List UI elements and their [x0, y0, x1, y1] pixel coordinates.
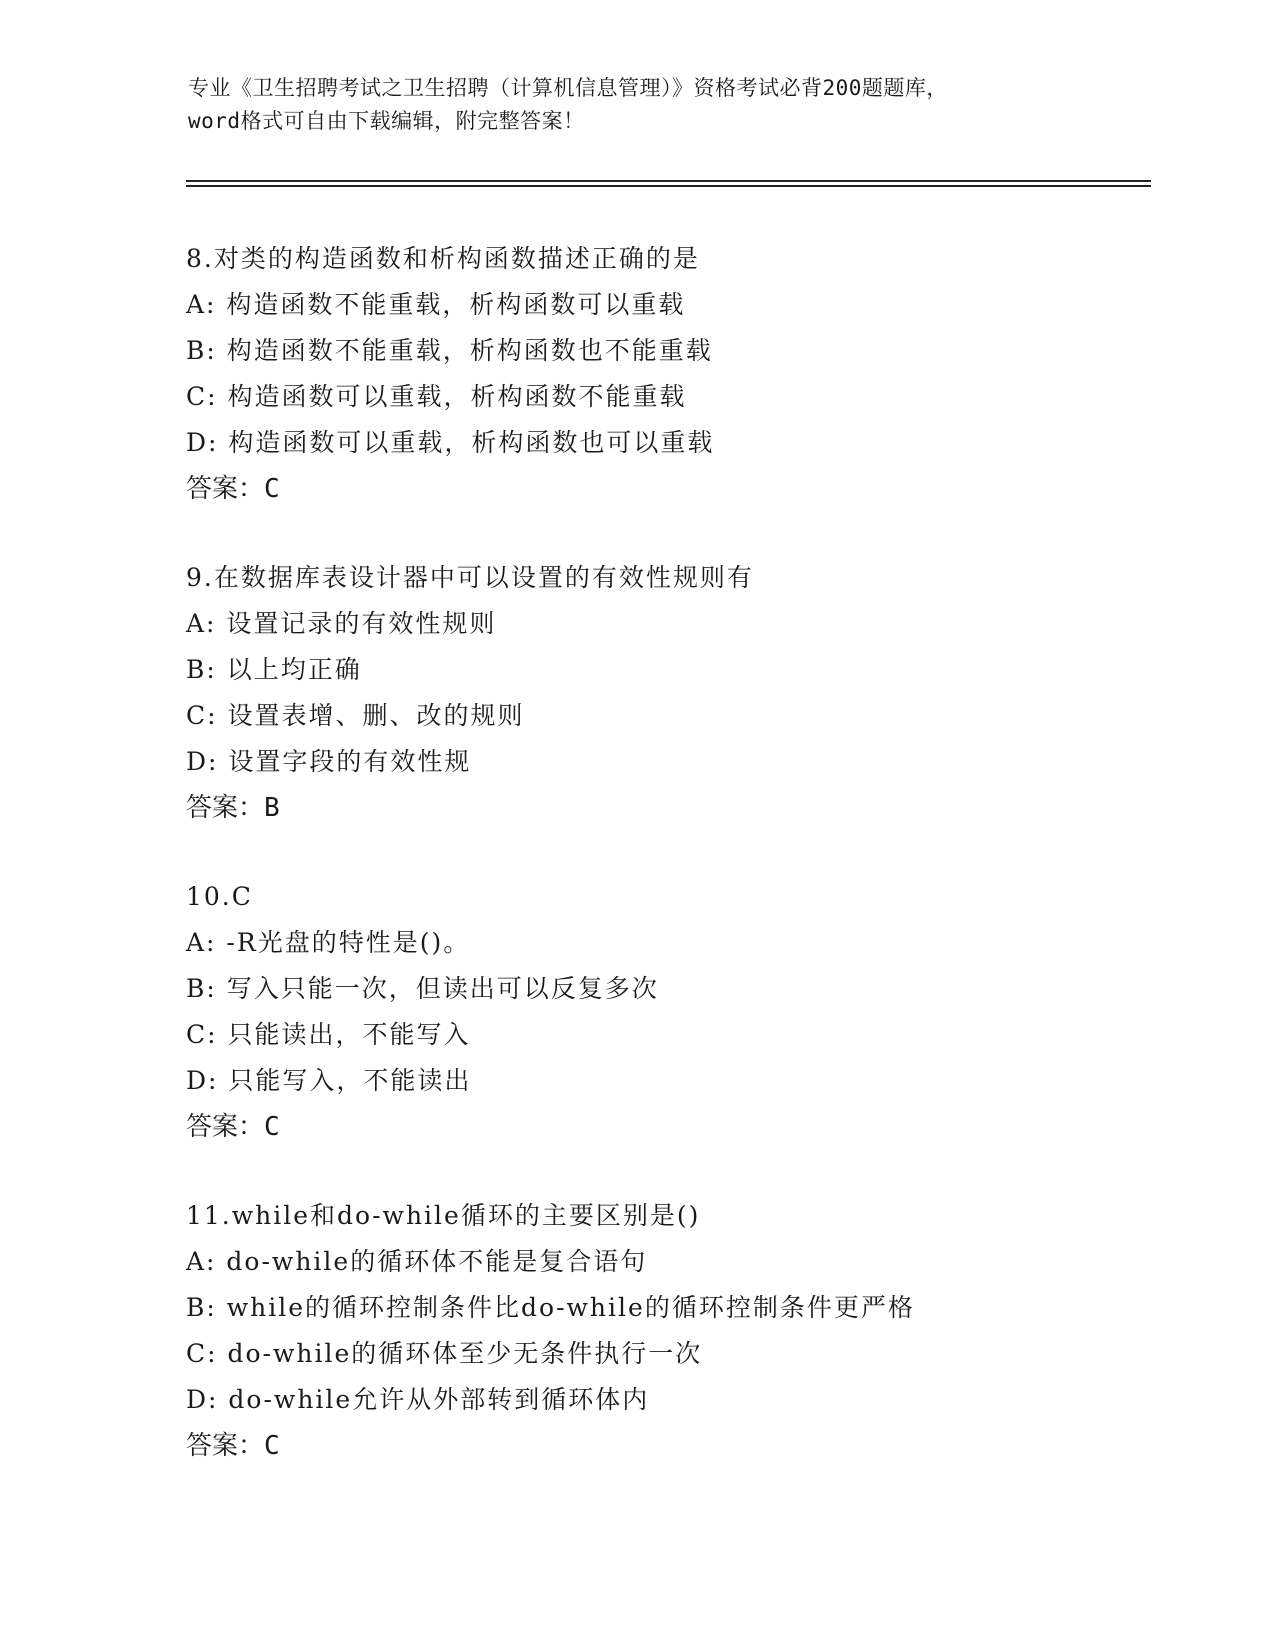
answer-label: 答案：C: [186, 1431, 280, 1461]
header-line-1: 专业《卫生招聘考试之卫生招聘（计算机信息管理）》资格考试必背200题题库，: [188, 76, 948, 100]
question-9: [186, 555, 1186, 831]
document-header: [188, 72, 1088, 138]
header-divider-top: [186, 180, 1151, 182]
question-10: [186, 874, 1186, 1150]
question-8: [186, 236, 1186, 512]
option-b: B: 以上均正确: [186, 655, 362, 684]
question-stem: 10.C: [186, 882, 253, 911]
option-d: D: 设置字段的有效性规: [186, 747, 472, 776]
answer-label: 答案：C: [186, 1112, 280, 1142]
question-list: [186, 236, 1186, 1512]
option-a: A: do-while的循环体不能是复合语句: [186, 1247, 648, 1276]
question-stem: 11.while和do-while循环的主要区别是(): [186, 1201, 701, 1230]
option-d: D: 只能写入，不能读出: [186, 1066, 472, 1095]
option-a: A: 设置记录的有效性规则: [186, 609, 497, 638]
option-c: C: 设置表增、删、改的规则: [186, 701, 525, 730]
question-stem: 8.对类的构造函数和析构函数描述正确的是: [186, 244, 700, 273]
option-d: D: 构造函数可以重载，析构函数也可以重载: [186, 428, 715, 457]
option-d: D: do-while允许从外部转到循环体内: [186, 1385, 650, 1414]
answer-label: 答案：C: [186, 474, 280, 504]
option-b: B: while的循环控制条件比do-while的循环控制条件更严格: [186, 1293, 915, 1322]
option-c: C: 构造函数可以重载，析构函数不能重载: [186, 382, 687, 411]
option-a: A: -R光盘的特性是()。: [186, 928, 471, 957]
header-divider-bottom: [186, 185, 1151, 187]
option-c: C: do-while的循环体至少无条件执行一次: [186, 1339, 703, 1368]
answer-label: 答案：B: [186, 793, 280, 823]
option-c: C: 只能读出，不能写入: [186, 1020, 471, 1049]
question-11: [186, 1193, 1186, 1469]
option-b: B: 构造函数不能重载，析构函数也不能重载: [186, 336, 713, 365]
option-a: A: 构造函数不能重载，析构函数可以重载: [186, 290, 686, 319]
option-b: B: 写入只能一次，但读出可以反复多次: [186, 974, 659, 1003]
header-line-2: word格式可自由下载编辑，附完整答案！: [188, 109, 585, 133]
question-stem: 9.在数据库表设计器中可以设置的有效性规则有: [186, 563, 754, 592]
